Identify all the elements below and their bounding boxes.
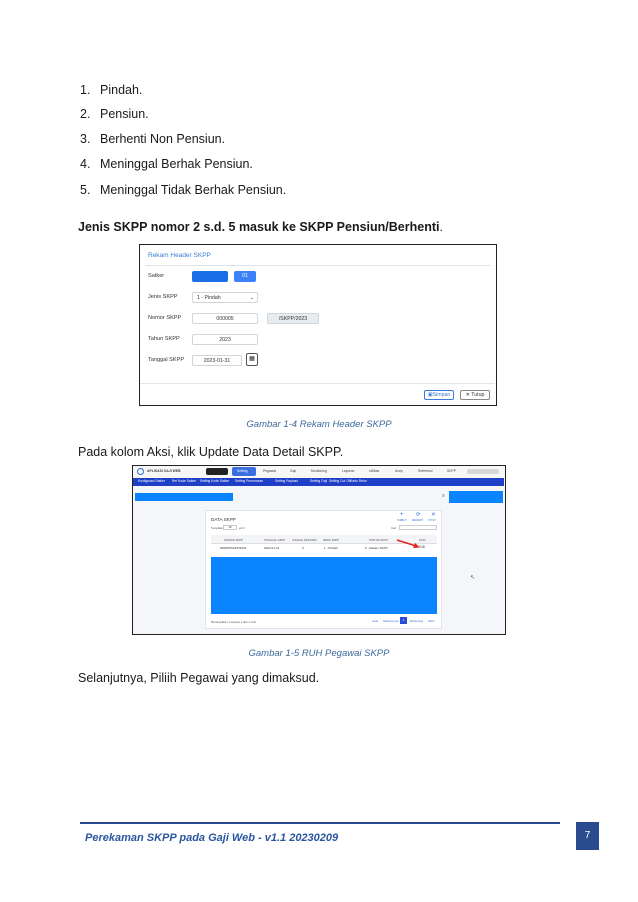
col-jumlah-pegawai[interactable]: JUMLAH PEGAWAI (292, 538, 317, 542)
tanggal-input[interactable]: 2023-01-31 (192, 355, 242, 366)
tutup-button[interactable]: ✕ Tutup (460, 390, 490, 400)
nav-pegawai[interactable]: Pegawai (263, 469, 277, 473)
figure1-caption: Gambar 1-4 Rekam Header SKPP (246, 419, 392, 430)
cell-jenis: 1 - Pindah (324, 546, 338, 550)
subnav-kartu-retur[interactable]: Kartu Retur (350, 479, 367, 483)
nav-laporan[interactable]: Laporan (342, 469, 355, 473)
subnav-setting-penomoran[interactable]: Setting Penomoran (235, 479, 264, 483)
nomor-label: Nomor SKPP (148, 315, 182, 321)
nomor-input[interactable]: 000005 (192, 313, 258, 324)
pager-berikutnya[interactable]: Berikutnya (410, 619, 424, 623)
plus-icon[interactable]: + (400, 512, 404, 518)
data-skpp-card (205, 510, 442, 629)
panel-header (145, 249, 490, 266)
pager-sebelumnya[interactable]: Sebelumnya (383, 619, 399, 623)
mouse-cursor-icon: ↖ (470, 575, 476, 581)
cell-status: 0 - Rekam SKPP (365, 546, 388, 550)
redacted-table-area (211, 557, 437, 614)
tanggal-label: Tanggal SKPP (148, 357, 185, 363)
pager-page-1[interactable]: 1 (400, 617, 407, 624)
satker-badge (206, 468, 228, 475)
cari-label: Cari: (391, 526, 397, 530)
tutup-label[interactable]: TUTUP (428, 520, 436, 522)
instruction-paragraph: Pada kolom Aksi, klik Update Data Detail SKPP. (78, 445, 344, 459)
divider (140, 383, 495, 384)
menu-icon[interactable]: ≡ (442, 493, 445, 499)
nav-skpp[interactable]: SKPP (447, 469, 457, 473)
list-item-5: 5. Meninggal Tidak Berhak Pensiun. (80, 183, 287, 197)
red-arrow-annotation (396, 539, 422, 549)
list-item-1: 1. Pindah. (80, 83, 143, 97)
satker-field[interactable] (192, 271, 228, 282)
search-input[interactable] (399, 525, 437, 530)
figure-ruh-pegawai (132, 465, 506, 635)
nav-referensi[interactable]: Referensi (418, 469, 433, 473)
table-info: Menampilkan 1 sampai 1 dari 1 entri (211, 620, 257, 624)
instruction2-paragraph: Selanjutnya, Piliih Pegawai yang dimaksud. (78, 671, 320, 685)
tambah-label[interactable]: TAMBAH (397, 520, 407, 522)
jenis-select[interactable]: 1 - Pindah ⌄ (192, 292, 258, 303)
col-status-skpp[interactable]: STATUS SKPP (369, 538, 388, 542)
figure-rekam-header (139, 244, 497, 406)
refresh-icon[interactable]: ⟳ (416, 512, 421, 518)
footer-line (80, 822, 560, 824)
redacted-right-block (449, 491, 503, 503)
nav-arsip[interactable]: Arsip (395, 469, 403, 473)
satker-code-badge[interactable]: 01 (234, 271, 256, 282)
subnav-setting-payload[interactable]: Setting Payload (275, 479, 299, 483)
tahun-label: Tahun SKPP (148, 336, 180, 342)
subnav-setting-kode-satker[interactable]: Setting Kode Satker (200, 479, 230, 483)
page-number: 7 (576, 822, 599, 850)
nav-setting[interactable]: Setting (237, 469, 248, 473)
cell-tanggal: 2023-01-31 (264, 546, 280, 550)
simpan-button[interactable]: ▣Simpan (424, 390, 454, 400)
app-name: APLIKASI GAJI WEB (147, 469, 181, 473)
app-logo-icon (137, 468, 144, 475)
list-item-4: 4. Meninggal Berhak Pensiun. (80, 157, 253, 171)
nomor-suffix: /SKPP/2023 (267, 313, 319, 324)
tampilkan-label: Tampilkan (211, 526, 224, 530)
figure2-caption: Gambar 1-5 RUH Pegawai SKPP (248, 648, 390, 659)
footer-title: Perekaman SKPP pada Gaji Web - v1.1 20230209 (85, 832, 339, 844)
user-menu[interactable] (467, 469, 499, 474)
jenis-label: Jenis SKPP (148, 294, 178, 300)
pager-awal[interactable]: Awal (372, 619, 379, 623)
calendar-icon[interactable]: ▦ (246, 353, 258, 366)
col-aksi[interactable]: AKSI (419, 538, 426, 542)
panel-title: Rekam Header SKPP (148, 252, 211, 259)
refresh-label[interactable]: REFRESH (412, 520, 423, 522)
tahun-input[interactable]: 2023 (192, 334, 258, 345)
card-title: DATA SKPP (211, 517, 236, 522)
cell-jumlah: 0 (302, 546, 304, 550)
list-item-2: 2. Pensiun. (80, 107, 149, 121)
satker-label: Satker (148, 273, 165, 279)
subnav-ref-kode-satker[interactable]: Ref Kode Satker (172, 479, 197, 483)
redacted-left-block (135, 493, 233, 501)
update-detail-icon[interactable]: ✎⚙ (419, 545, 426, 549)
pager-akhir[interactable]: Akhir (428, 619, 435, 623)
nav-gaji[interactable]: Gaji (290, 469, 297, 473)
col-tanggal-skpp[interactable]: TANGGAL SKPP (264, 538, 286, 542)
entries-select[interactable]: 10 (223, 525, 237, 530)
col-nomor-skpp[interactable]: NOMOR SKPP (224, 538, 243, 542)
entri-label: entri (239, 526, 245, 530)
app-subnav (133, 478, 504, 486)
col-jenis-skpp[interactable]: JENIS SKPP (323, 538, 340, 542)
cell-nomor: 000005/SKPP/2023 (220, 546, 247, 550)
nav-monitoring[interactable]: Monitoring (311, 469, 327, 473)
subnav-konfigurasi-satker[interactable]: Konfigurasi Satker (138, 479, 165, 483)
note-paragraph: Jenis SKPP nomor 2 s.d. 5 masuk ke SKPP Pensiun/Berhenti. (78, 220, 443, 234)
nav-utilitas[interactable]: Utilitas (369, 469, 380, 473)
subnav-setting-cut-off[interactable]: Setting Cut Off (329, 479, 351, 483)
chevron-down-icon: ⌄ (249, 295, 254, 301)
list-item-3: 3. Berhenti Non Pensiun. (80, 132, 226, 146)
subnav-setting-gaji[interactable]: Setting Gaji (310, 479, 328, 483)
save-icon: ▣ (427, 392, 433, 398)
close-icon[interactable]: ✕ (431, 512, 436, 518)
